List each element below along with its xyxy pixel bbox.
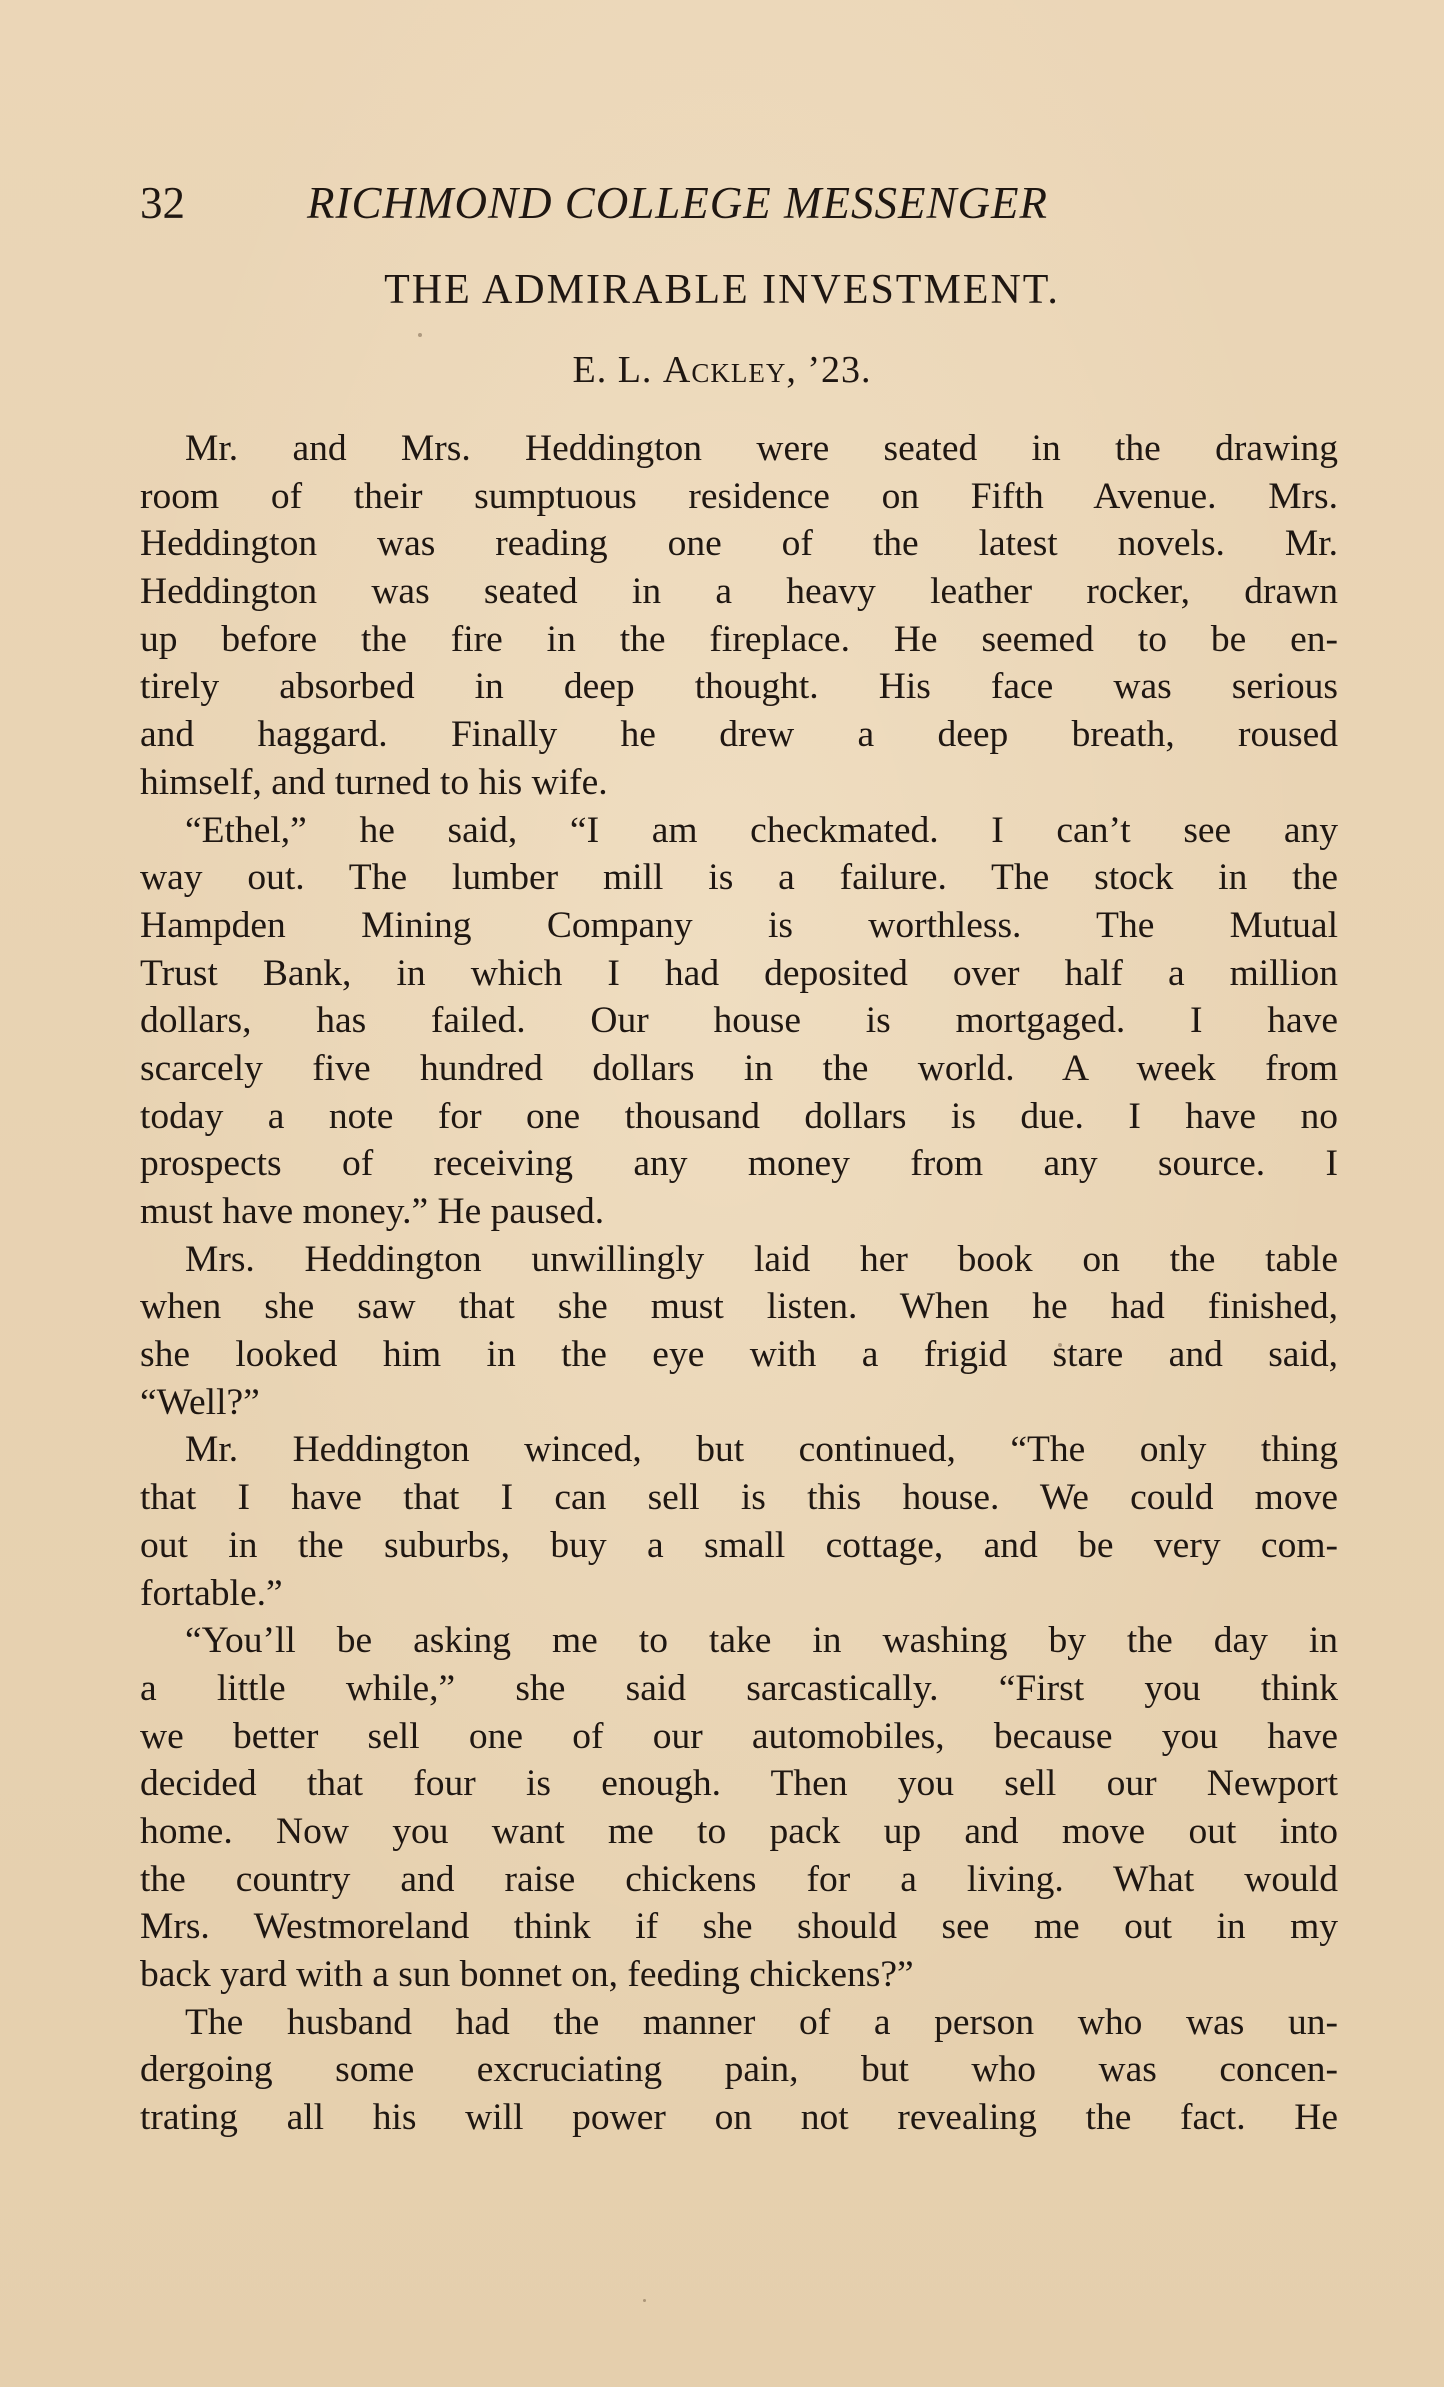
text-line: “You’ll be asking me to take in washing by the day in (185, 1620, 1338, 1662)
text-line: Heddington was reading one of the latest novels. Mr. (140, 523, 1338, 565)
running-head (140, 168, 1190, 238)
paper-speck (418, 333, 422, 337)
text-line: up before the fire in the fireplace. He seemed to be en- (140, 618, 1338, 660)
text-line: when she saw that she must listen. When he had finished, (140, 1286, 1338, 1328)
author-surname: Ackley (662, 349, 787, 391)
text-line: a little while,” she said sarcastically. “First you think (140, 1667, 1338, 1709)
text-line: Mr. and Mrs. Heddington were seated in the drawing (185, 428, 1338, 469)
text-line: scarcely five hundred dollars in the world. A week from (140, 1047, 1338, 1089)
author-year: , ’23. (786, 349, 872, 391)
text-line: Hampden Mining Company is worthless. The Mutual (140, 904, 1338, 946)
article-title: THE ADMIRABLE INVESTMENT. (384, 267, 1060, 313)
text-line: Heddington was seated in a heavy leather rocker, drawn (140, 571, 1338, 613)
text-line: decided that four is enough. Then you sell our Newport (140, 1763, 1338, 1805)
article-body (140, 425, 1338, 2142)
paper-speck (1058, 1343, 1062, 1347)
text-line: himself, and turned to his wife. (140, 761, 608, 803)
article-author (0, 342, 1444, 398)
text-line: Mrs. Heddington unwillingly laid her book on the table (185, 1238, 1338, 1280)
text-line: Trust Bank, in which I had deposited over half a million (140, 952, 1338, 994)
text-line: room of their sumptuous residence on Fifth Avenue. Mrs. (140, 475, 1338, 517)
text-line: dergoing some excruciating pain, but who was concen- (140, 2049, 1338, 2091)
text-line: way out. The lumber mill is a failure. The stock in the (140, 857, 1338, 899)
text-line: and haggard. Finally he drew a deep breath, roused (140, 714, 1338, 756)
text-line: “Well?” (140, 1381, 260, 1423)
text-line: must have money.” He paused. (140, 1191, 605, 1232)
page-number: 32 (140, 178, 185, 228)
text-line: that I have that I can sell is this house. We could move (140, 1477, 1338, 1519)
text-line: she looked him in the eye with a frigid stare and said, (140, 1334, 1338, 1376)
text-line: home. Now you want me to pack up and move out into (140, 1810, 1338, 1852)
text-line: out in the suburbs, buy a small cottage, and be very com- (140, 1524, 1338, 1566)
journal-title: RICHMOND COLLEGE MESSENGER (307, 178, 1048, 228)
text-line: The husband had the manner of a person who was un- (185, 2001, 1338, 2043)
text-line: prospects of receiving any money from any source. I (140, 1143, 1338, 1185)
text-line: Mrs. Westmoreland think if she should see me out in my (140, 1906, 1338, 1948)
text-line: the country and raise chickens for a living. What would (140, 1858, 1338, 1900)
author-initials: E. L. (572, 349, 653, 391)
text-line: fortable.” (140, 1572, 283, 1614)
text-line: dollars, has failed. Our house is mortgaged. I have (140, 1000, 1338, 1042)
text-line: trating all his will power on not revealing the fact. He (140, 2097, 1338, 2139)
text-line: today a note for one thousand dollars is due. I have no (140, 1095, 1338, 1137)
paper-speck (643, 2299, 646, 2302)
text-line: tirely absorbed in deep thought. His face was serious (140, 666, 1338, 708)
text-line: Mr. Heddington winced, but continued, “The only thing (185, 1429, 1338, 1471)
text-line: we better sell one of our automobiles, because you have (140, 1715, 1338, 1757)
text-line: “Ethel,” he said, “I am checkmated. I can’t see any (185, 809, 1338, 851)
text-line: back yard with a sun bonnet on, feeding chickens?” (140, 1954, 914, 1995)
